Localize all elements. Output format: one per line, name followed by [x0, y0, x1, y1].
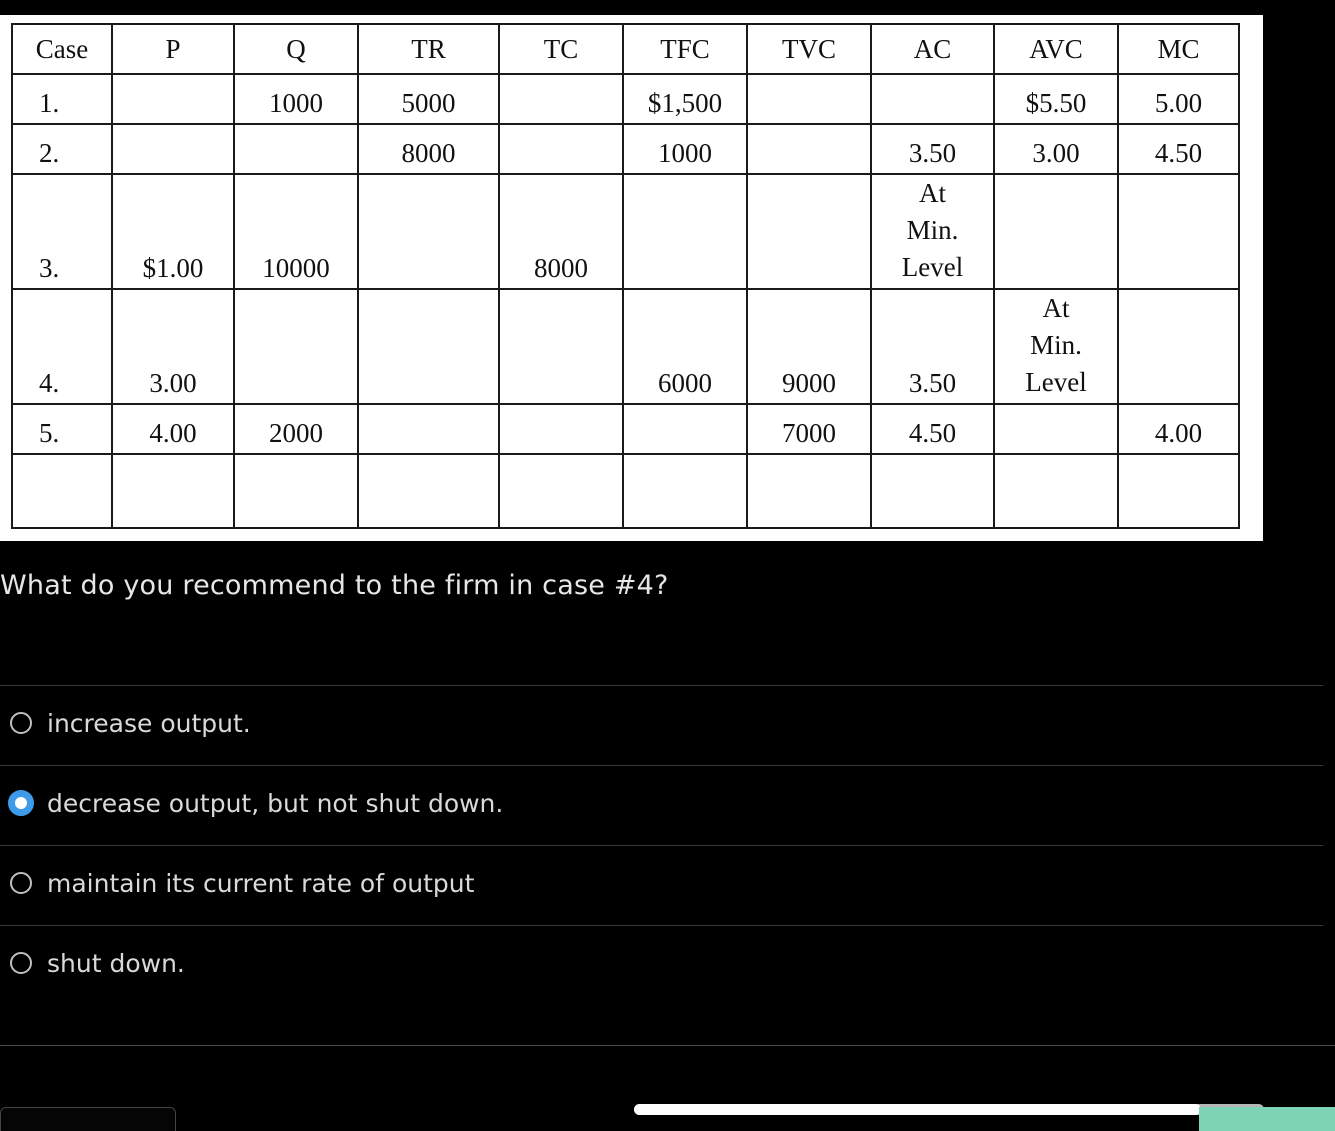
column-header-q: Q — [234, 24, 358, 74]
table-header-row — [12, 24, 1239, 74]
table-cell — [747, 454, 871, 528]
table-cell: 2. — [12, 124, 112, 174]
option-divider — [0, 845, 1323, 846]
table-row — [12, 174, 1239, 289]
radio-unselected-icon[interactable] — [10, 952, 32, 974]
table-cell — [499, 404, 623, 454]
table-cell — [234, 124, 358, 174]
table-row — [12, 74, 1239, 124]
progress-bar — [634, 1104, 1264, 1115]
table-cell — [234, 454, 358, 528]
column-header-avc: AVC — [994, 24, 1118, 74]
column-header-tfc: TFC — [623, 24, 747, 74]
radio-unselected-icon[interactable] — [10, 712, 32, 734]
cost-table-image — [0, 15, 1263, 541]
table-cell — [871, 454, 994, 528]
table-cell: 10000 — [234, 174, 358, 289]
table-cell: 4.00 — [1118, 404, 1239, 454]
table-cell — [358, 404, 499, 454]
table-cell — [1118, 289, 1239, 404]
table-cell: 4. — [12, 289, 112, 404]
answer-option[interactable] — [10, 863, 474, 903]
table-cell — [1118, 174, 1239, 289]
table-cell: 8000 — [358, 124, 499, 174]
table-cell — [1118, 454, 1239, 528]
table-cell: 7000 — [747, 404, 871, 454]
table-cell — [499, 289, 623, 404]
table-cell — [747, 124, 871, 174]
answer-option-label: increase output. — [47, 708, 251, 738]
column-header-tvc: TVC — [747, 24, 871, 74]
table-cell: 3.50 — [871, 289, 994, 404]
table-cell: 1000 — [623, 124, 747, 174]
table-row — [12, 124, 1239, 174]
table-cell — [112, 454, 234, 528]
radio-selected-icon[interactable] — [8, 790, 34, 816]
table-cell: 5000 — [358, 74, 499, 124]
table-cell: At Min. Level — [871, 174, 994, 289]
next-button[interactable] — [1199, 1107, 1335, 1131]
option-divider — [0, 765, 1323, 766]
cost-table — [11, 23, 1240, 529]
progress-fill — [634, 1104, 1201, 1115]
table-cell — [994, 174, 1118, 289]
column-header-case: Case — [12, 24, 112, 74]
table-cell: At Min. Level — [994, 289, 1118, 404]
table-cell: 9000 — [747, 289, 871, 404]
table-body — [12, 74, 1239, 528]
table-cell: 3.00 — [112, 289, 234, 404]
table-cell: $1.00 — [112, 174, 234, 289]
option-divider — [0, 925, 1323, 926]
table-cell — [623, 454, 747, 528]
column-header-ac: AC — [871, 24, 994, 74]
table-cell: 4.00 — [112, 404, 234, 454]
radio-unselected-icon[interactable] — [10, 872, 32, 894]
table-cell: 8000 — [499, 174, 623, 289]
table-cell — [499, 124, 623, 174]
previous-button[interactable] — [0, 1107, 176, 1131]
table-cell — [112, 124, 234, 174]
table-cell — [499, 74, 623, 124]
question-text: What do you recommend to the firm in case #4? — [0, 570, 669, 601]
table-cell — [871, 74, 994, 124]
table-cell — [358, 174, 499, 289]
table-cell: 4.50 — [871, 404, 994, 454]
table-cell: 3. — [12, 174, 112, 289]
table-cell: 6000 — [623, 289, 747, 404]
table-cell — [747, 174, 871, 289]
table-cell — [112, 74, 234, 124]
table-cell — [994, 454, 1118, 528]
column-header-tc: TC — [499, 24, 623, 74]
table-cell — [623, 174, 747, 289]
table-cell: 1000 — [234, 74, 358, 124]
answer-option[interactable] — [10, 943, 185, 983]
table-cell — [499, 454, 623, 528]
column-header-tr: TR — [358, 24, 499, 74]
table-cell: $1,500 — [623, 74, 747, 124]
table-cell — [358, 289, 499, 404]
table-cell: 2000 — [234, 404, 358, 454]
table-cell — [623, 404, 747, 454]
option-divider — [0, 685, 1323, 686]
table-cell: 3.50 — [871, 124, 994, 174]
answer-option[interactable] — [10, 703, 251, 743]
column-header-p: P — [112, 24, 234, 74]
table-row — [12, 289, 1239, 404]
table-cell — [234, 289, 358, 404]
table-cell: 1. — [12, 74, 112, 124]
table-row — [12, 404, 1239, 454]
answer-option-label: decrease output, but not shut down. — [47, 788, 504, 818]
section-divider — [0, 1045, 1335, 1046]
table-cell: 5.00 — [1118, 74, 1239, 124]
table-cell: 5. — [12, 404, 112, 454]
table-cell — [358, 454, 499, 528]
table-cell: $5.50 — [994, 74, 1118, 124]
table-cell — [994, 404, 1118, 454]
answer-option[interactable] — [10, 783, 503, 823]
table-row — [12, 454, 1239, 528]
table-cell: 3.00 — [994, 124, 1118, 174]
answer-option-label: maintain its current rate of output — [47, 868, 475, 898]
table-cell: 4.50 — [1118, 124, 1239, 174]
table-cell — [747, 74, 871, 124]
table-cell — [12, 454, 112, 528]
column-header-mc: MC — [1118, 24, 1239, 74]
answer-option-label: shut down. — [47, 948, 185, 978]
